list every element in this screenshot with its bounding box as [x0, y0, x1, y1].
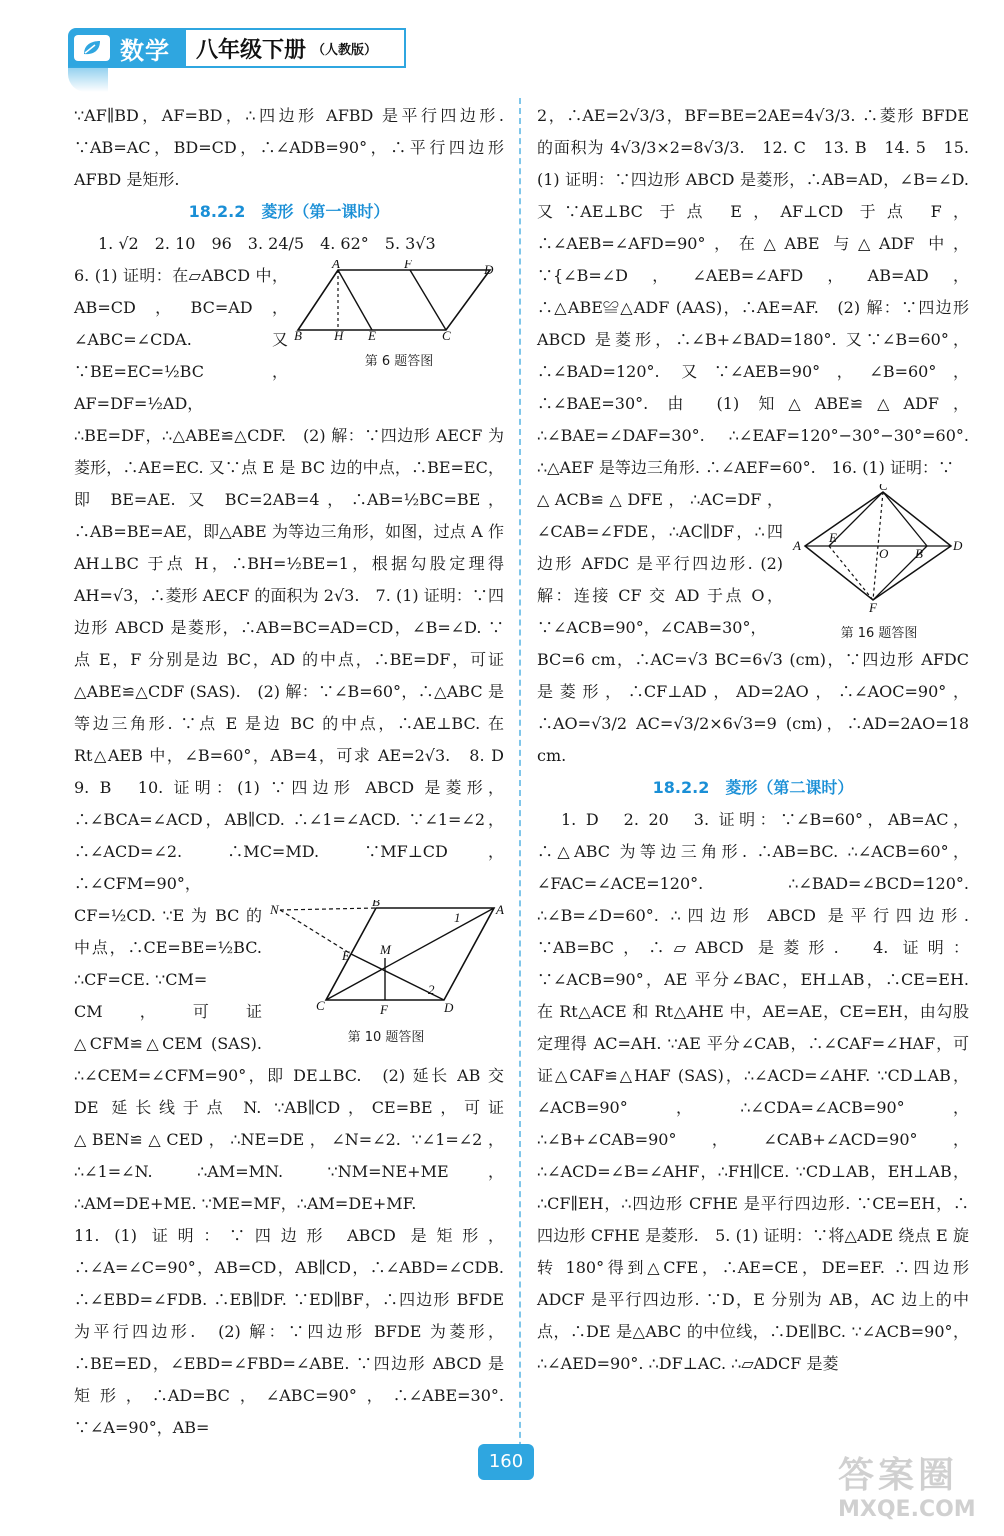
right-column — [537, 100, 969, 1380]
figure-caption: 第 16 题答图 — [840, 626, 918, 641]
svg-text:N: N — [270, 902, 279, 917]
answer-line: 1. √2 2. 10 96 3. 24/5 4. 62° 5. 3√3 — [98, 234, 436, 253]
banner-decoration — [68, 66, 108, 92]
svg-text:D: D — [953, 538, 963, 553]
svg-text:D: D — [444, 1000, 454, 1015]
svg-text:E: E — [368, 328, 376, 342]
answer-paragraph: 2，∴AE=2√3/3，BF=BE=2AE=4√3/3. ∴菱形 BFDE 的面积为 4√3/3×2=8√3/3. 12. C 13. B 14. 5 15. (1) 证明：∵四边形 ABCD 是菱形，∴AB=AD，∠B=∠D. 又∵AE⊥BC 于点 E，AF⊥CD 于点 F，∴∠AEB=∠AFD=90°，在△ABE 与△ADF 中，∵{∠B=∠D，∠AEB=∠AFD，AB=AD，∴△ABE≌△ADF (AAS)，∴AE=AF. (2) 解：∵四边形 ABCD 是菱形，∴∠B+∠BAD=180°. 又∵∠B=60°，∴∠BAD=120°. 又∵∠AEB=90°，∠B=60°，∴∠BAE=30°. 由 (1) 知△ABE≌△ADF，∴∠BAE=∠DAF=30°. ∴∠EAF=120°−30°−30°=60°. ∴△AEF 是等边三角形. ∴∠AEF=60°. 16. (1) 证明：∵ — [537, 106, 969, 477]
answer-paragraph: △ACB≌△DFE，∴AC=DF，∠CAB=∠FDE，∴AC∥DF，∴四边形 AFDC 是平行四边形. (2) 解：连接 CF 交 AD 于点 O，∵∠ACB=90°，∠CAB=30°， — [537, 490, 783, 637]
svg-text:C: C — [879, 484, 888, 493]
answer-paragraph: CF=½CD. ∵E 为 BC 的中点，∴CE=BE=½BC. ∴CF=CE. ∵CM= — [74, 906, 262, 989]
svg-text:F: F — [380, 1002, 388, 1017]
parallelogram-diagram — [294, 260, 504, 342]
watermark-text: 答案圈 — [838, 1455, 959, 1496]
svg-text:C: C — [442, 328, 451, 342]
subject-tab — [68, 28, 186, 68]
book-title: 八年级下册 — [196, 37, 307, 63]
svg-text:C: C — [316, 998, 325, 1013]
subject-label: 数学 — [120, 36, 170, 65]
answer-paragraph: 6. (1) 证明：在▱ABCD 中，AB=CD，BC=AD，∠ABC=∠CDA. 又∵BE=EC=½BC，AF=DF=½AD， — [74, 266, 288, 413]
answer-paragraph: 1. D 2. 20 3. 证明：∵∠B=60°，AB=AC，∴△ABC 为等边三角形. ∴AB=BC. ∴∠ACB=60°，∠FAC=∠ACE=120°. ∴∠BAD=∠BCD=120°. ∴∠B=∠D=60°. ∴四边形 ABCD 是平行四边形. ∵AB=BC，∴▱ABCD 是菱形. 4. 证明：∵∠ACB=90°，AE 平分∠BAC，EH⊥AB，∴CE=EH. 在 Rt△ACE 和 Rt△AHE 中，AE=AE，CE=EH，由勾股定理得 AC=AH. ∵AE 平分∠CAB，∴∠CAF=∠HAF，可证△CAF≌△HAF (SAS)，∴∠ACD=∠AHF. ∵CD⊥AB，∠ACB=90°，∴∠CDA=∠ACB=90°，∴∠B+∠CAB=90°，∠CAB+∠ACD=90°，∴∠ACD=∠B=∠AHF，∴FH∥CE. ∵CD⊥AB，EH⊥AB，∴CF∥EH，∴四边形 CFHE 是平行四边形. ∵CE=EH，∴四边形 CFHE 是菱形. 5. (1) 证明：∵将△ADE 绕点 E 旋转 180°得到△CFE，∴AE=CE，DE=EF. ∴四边形 ADCF 是平行四边形. ∵D，E 分别为 AB，AC 边上的中点，∴DE 是△ABC 的中位线，∴DE∥BC. ∵∠ACB=90°，∴∠AED=90°. ∴DF⊥AC. ∴▱ADCF 是菱 — [537, 810, 969, 1373]
section-heading: 18.2.2 菱形（第一课时） — [188, 202, 390, 221]
page-number: 160 — [478, 1444, 534, 1480]
svg-text:D: D — [484, 262, 494, 277]
watermark-logo — [838, 1454, 988, 1530]
edition-label: （人教版） — [312, 42, 378, 58]
left-column — [74, 100, 521, 1444]
header-banner — [68, 28, 406, 68]
svg-text:F: F — [404, 260, 412, 271]
answer-paragraph: 11. (1) 证明：∵四边形 ABCD 是矩形，∴∠A=∠C=90°，AB=CD，AB∥CD，∴∠ABD=∠CDB. ∴∠EBD=∠FDB. ∴EB∥DF. ∵ED∥BF，∴四边形 BFDE 为平行四边形. (2) 解：∵四边形 BFDE 为菱形，∴BE=ED，∠EBD=∠FBD=∠ABE. ∵四边形 ABCD 是矩形，∴AD=BC，∠ABC=90°，∴∠ABE=30°. ∵∠A=90°，AB= — [74, 1226, 504, 1437]
svg-text:E: E — [342, 948, 350, 963]
svg-text:H: H — [334, 328, 344, 342]
section-heading: 18.2.2 菱形（第二课时） — [652, 778, 854, 797]
svg-text:O: O — [879, 546, 889, 561]
book-title-box — [186, 28, 406, 68]
figure-caption: 第 10 题答图 — [347, 1030, 425, 1045]
svg-text:2: 2 — [428, 982, 435, 997]
svg-text:E: E — [829, 530, 837, 545]
svg-text:A: A — [793, 538, 801, 553]
answer-paragraph: CM，可证△CFM≌△CEM (SAS). ∴∠CEM=∠CFM=90°，即 DE⊥BC. (2) 延长 AB 交 DE 延长线于点 N. ∵AB∥CD，CE=BE，可证△BEN≌△CED，∴NE=DE，∠N=∠2. ∵∠1=∠2，∴∠1=∠N. ∴AM=MN. ∵NM=NE+ME，∴AM=DE+ME. ∵ME=MF，∴AM=DE+MF. — [74, 1002, 504, 1213]
svg-text:A: A — [332, 260, 340, 271]
answer-paragraph: ∵AF∥BD，AF=BD，∴四边形 AFBD 是平行四边形. ∵AB=AC，BD=CD，∴∠ADB=90°，∴平行四边形 AFBD 是矩形. — [74, 106, 504, 189]
answer-paragraph: ∴BE=DF，∴△ABE≌△CDF. (2) 解：∵四边形 AECF 为菱形，∴AE=EC. 又∵点 E 是 BC 边的中点，∴BE=EC，即 BE=AE. 又 BC=2AB=4，∴AB=½BC=BE，∴AB=BE=AE，即△ABE 为等边三角形，如图，过点 A 作 AH⊥BC 于点 H，∴BH=½BE=1，根据勾股定理得 AH=√3，∴菱形 AECF 的面积为 2√3. 7. (1) 证明：∵四边形 ABCD 是菱形，∴AB=BC=AD=CD，∠B=∠D. ∵点 E，F 分别是边 BC，AD 的中点，∴BE=DF，可证△ABE≌△CDF (SAS). (2) 解：∵∠B=60°，∴△ABC 是等边三角形. ∵点 E 是边 BC 的中点，∴AE⊥BC. 在 Rt△AEB 中，∠B=60°，AB=4，可求 AE=2√3. 8. D 9. B 10. 证明：(1) ∵四边形 ABCD 是菱形，∴∠BCA=∠ACD，AB∥CD. ∴∠1=∠ACD. ∵∠1=∠2，∴∠ACD=∠2. ∴MC=MD. ∵MF⊥CD，∴∠CFM=90°， — [74, 426, 521, 893]
figure-q10 — [268, 900, 504, 1047]
figure-q6 — [294, 260, 504, 371]
svg-text:M: M — [380, 942, 391, 957]
figure-q16 — [789, 484, 969, 643]
svg-text:1: 1 — [454, 910, 461, 925]
rhombus-afdc-diagram — [789, 484, 969, 614]
svg-text:A: A — [496, 902, 504, 917]
svg-text:B: B — [372, 900, 380, 909]
column-divider — [519, 98, 521, 1478]
answer-paragraph: BC=6 cm，∴AC=√3 BC=6√3 (cm)，∵四边形 AFDC 是菱形，∴CF⊥AD，AD=2AO，∴∠AOC=90°，∴AO=√3/2 AC=√3/2×6√3=9 (cm)，∴AD=2AO=18 cm. — [537, 650, 969, 765]
rhombus-diagram — [268, 900, 504, 1018]
figure-caption: 第 6 题答图 — [364, 354, 434, 369]
watermark-url: MXQE.COM — [838, 1497, 976, 1522]
svg-text:B: B — [294, 328, 302, 342]
leaf-logo-icon — [74, 35, 110, 61]
svg-text:F: F — [869, 600, 877, 614]
svg-text:B: B — [915, 546, 923, 561]
